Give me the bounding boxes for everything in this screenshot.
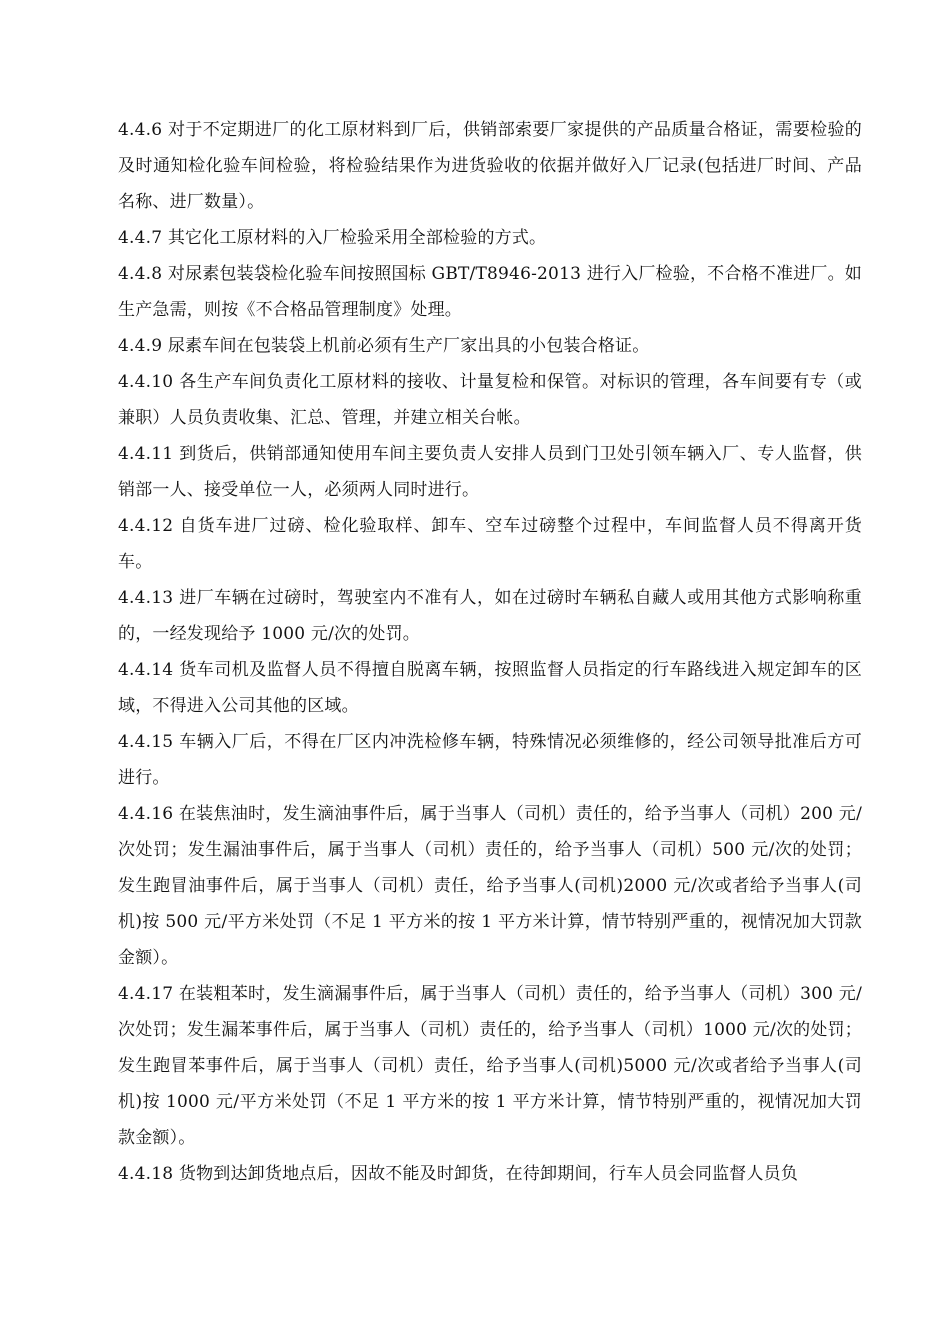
clause-4-4-7: 4.4.7 其它化工原材料的入厂检验采用全部检验的方式。	[118, 228, 547, 248]
clause-4-4-12: 4.4.12 自货车进厂过磅、检化验取样、卸车、空车过磅整个过程中，车间监督人员不得离开货车。	[118, 516, 862, 572]
clause-4-4-11: 4.4.11 到货后，供销部通知使用车间主要负责人安排人员到门卫处引领车辆入厂、专人监督，供销部一人、接受单位一人，必须两人同时进行。	[118, 444, 862, 500]
clause-4-4-18: 4.4.18 货物到达卸货地点后，因故不能及时卸货，在待卸期间，行车人员会同监督人员负	[118, 1164, 799, 1184]
clause-4-4-13: 4.4.13 进厂车辆在过磅时，驾驶室内不准有人，如在过磅时车辆私自藏人或用其他方式影响称重的，一经发现给予 1000 元/次的处罚。	[118, 588, 862, 644]
clause-4-4-8: 4.4.8 对尿素包装袋检化验车间按照国标 GBT/T8946-2013 进行入厂检验，不合格不准进厂。如生产急需，则按《不合格品管理制度》处理。	[118, 264, 862, 320]
clause-4-4-16: 4.4.16 在装焦油时，发生滴油事件后，属于当事人（司机）责任的，给予当事人（司机）200 元/次处罚；发生漏油事件后，属于当事人（司机）责任的，给予当事人（司机）500 元/次的处罚；发生跑冒油事件后，属于当事人（司机）责任，给予当事人(司机)2000 元/次或者给予当事人(司机)按 500 元/平方米处罚（不足 1 平方米的按 1 平方米计算，情节特别严重的，视情况加大罚款金额）。	[118, 804, 862, 968]
clause-4-4-14: 4.4.14 货车司机及监督人员不得擅自脱离车辆，按照监督人员指定的行车路线进入规定卸车的区域，不得进入公司其他的区域。	[118, 660, 862, 716]
clause-4-4-17: 4.4.17 在装粗苯时，发生滴漏事件后，属于当事人（司机）责任的，给予当事人（司机）300 元/次处罚；发生漏苯事件后，属于当事人（司机）责任的，给予当事人（司机）1000 元/次的处罚；发生跑冒苯事件后，属于当事人（司机）责任，给予当事人(司机)5000 元/次或者给予当事人(司机)按 1000 元/平方米处罚（不足 1 平方米的按 1 平方米计算，情节特别严重的，视情况加大罚款金额）。	[118, 984, 862, 1148]
clause-4-4-15: 4.4.15 车辆入厂后，不得在厂区内冲洗检修车辆，特殊情况必须维修的，经公司领导批准后方可进行。	[118, 732, 862, 788]
document-body	[118, 112, 862, 1192]
clause-4-4-10: 4.4.10 各生产车间负责化工原材料的接收、计量复检和保管。对标识的管理，各车间要有专（或兼职）人员负责收集、汇总、管理，并建立相关台帐。	[118, 372, 862, 428]
clause-4-4-9: 4.4.9 尿素车间在包装袋上机前必须有生产厂家出具的小包装合格证。	[118, 336, 650, 356]
clause-4-4-6: 4.4.6 对于不定期进厂的化工原材料到厂后，供销部索要厂家提供的产品质量合格证，需要检验的及时通知检化验车间检验，将检验结果作为进货验收的依据并做好入厂记录(包括进厂时间、产品名称、进厂数量）。	[118, 120, 862, 212]
